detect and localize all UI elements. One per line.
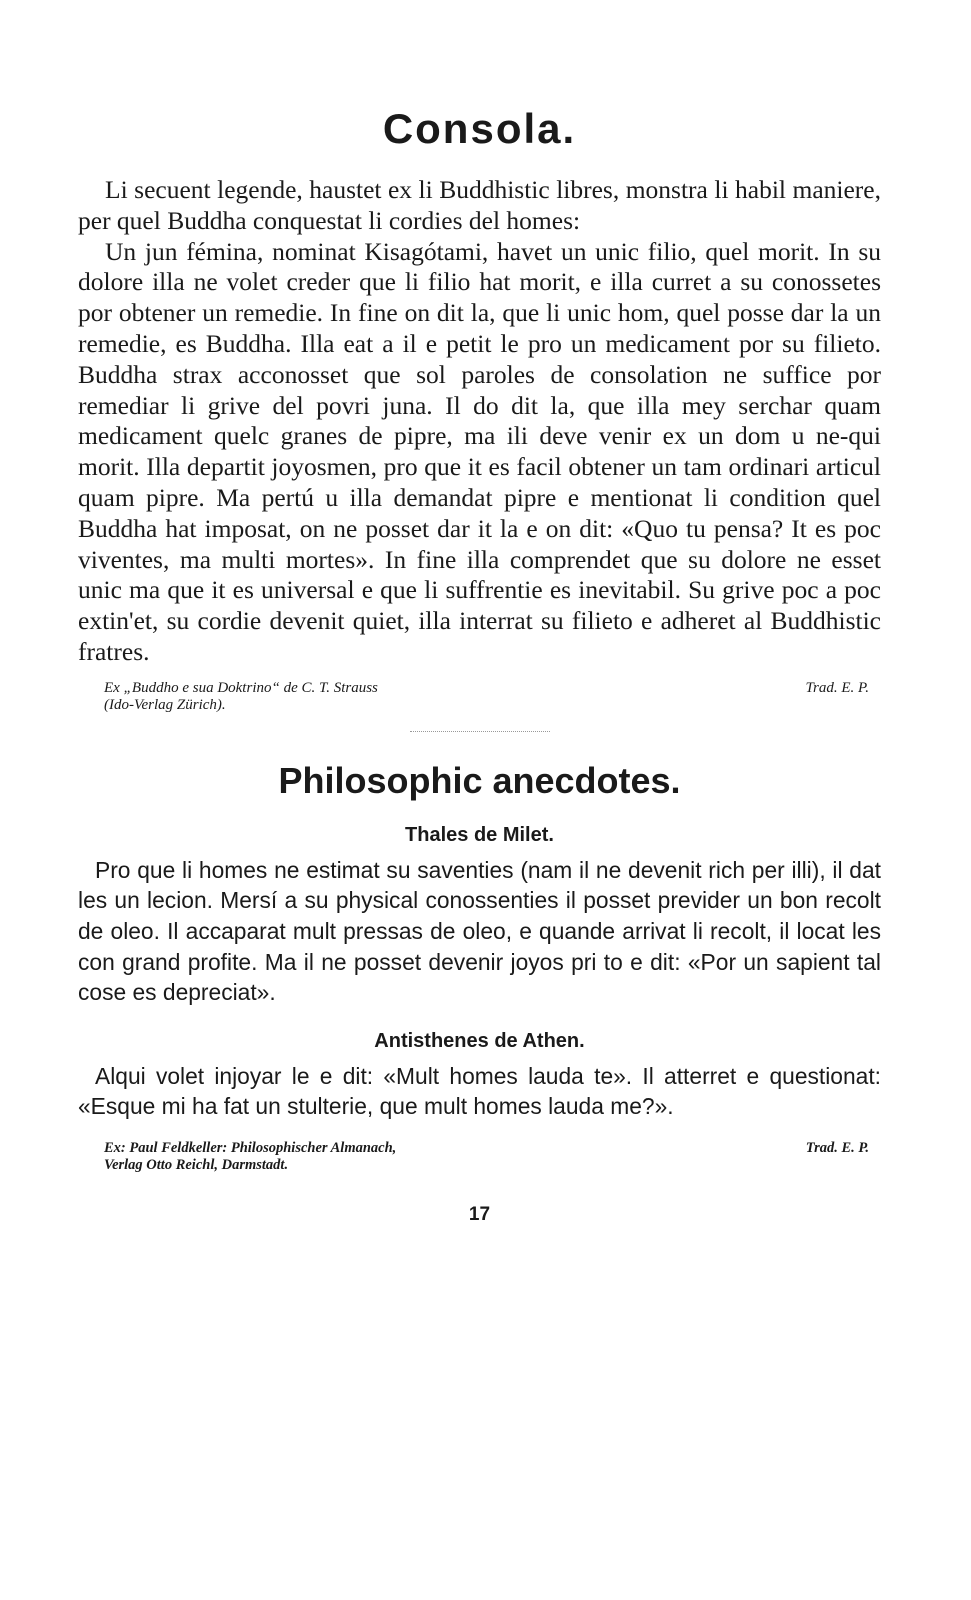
anecdotes-translator: Trad. E. P. xyxy=(805,1139,869,1156)
anecdotes-title: Philosophic anecdotes. xyxy=(278,759,681,801)
consola-source xyxy=(104,680,378,714)
page-number: 17 xyxy=(468,1203,491,1225)
anecdote-antisthenes-title: Antisthenes de Athen. xyxy=(374,1029,585,1052)
anecdotes-source-line-2: Verlag Otto Reichl, Darmstadt. xyxy=(104,1156,289,1173)
anecdotes-credit xyxy=(78,1140,881,1174)
consola-paragraph-1: Li secuent legende, haustet ex li Buddhistic libres, monstra li habil maniere, per quel Buddha conquestat li cordies del homes: xyxy=(78,175,881,235)
anecdote-antisthenes-text: Alqui volet injoyar le e dit: «Mult homes lauda te». Il atterret e questionat: «Esque mi ha fat un stulterie, que mult homes lauda me?». xyxy=(78,1062,881,1120)
section-separator xyxy=(410,731,550,732)
consola-body xyxy=(78,175,881,668)
consola-source-line-2: (Ido-Verlag Zürich). xyxy=(104,696,226,713)
consola-translator: Trad. E. P. xyxy=(805,679,869,696)
anecdote-thales-title: Thales de Milet. xyxy=(405,823,554,846)
consola-source-line-1: Ex „Buddho e sua Doktrino“ de C. T. Strauss xyxy=(104,679,378,696)
anecdote-thales xyxy=(78,824,881,1008)
anecdotes-source-line-1: Ex: Paul Feldkeller: Philosophischer Almanach, xyxy=(104,1139,397,1156)
anecdotes-source xyxy=(104,1140,396,1174)
anecdote-thales-text: Pro que li homes ne estimat su saventies (nam il ne devenit rich per illi), il dat les un lecion. Mersí a su physical conossenties il posset previder un bon recolt de oleo. Il accaparat mult pressas de oleo, e quande arrivat li recolt, il locat les con grand profite. Ma il ne posset devenir joyos pri to e dit: «Por un sapient tal cose es depreciat». xyxy=(78,856,881,1006)
page-content xyxy=(78,105,881,1226)
consola-title: Consola. xyxy=(382,105,577,152)
consola-credit xyxy=(78,680,881,714)
anecdote-antisthenes xyxy=(78,1030,881,1122)
consola-paragraph-2: Un jun fémina, nominat Kisagótami, havet un unic filio, quel morit. In su dolore illa ne volet creder que li filio hat morit, e illa curret a su conossetes por obtener un remedie. In fine on dit la, que li unic hom, quel posse dar la un remedie, es Buddha. Illa eat a il e petit le pro un medicament por su filieto. Buddha strax acconosset que sol paroles de consolation ne suffice por remediar li grive del povri juna. Il do dit la, que illa mey serchar quam medicament quelc granes de pipre, ma ili deve venir ex un dom u ne-qui morit. Illa departit joyosmen, pro que it es facil obtener un tam ordinari articul quam pipre. Ma pertú u illa demandat pipre e mentionat li condition quel Buddha hat imposat, on ne posset dar it la e on dit: «Quo tu pensa? It es poc viventes, ma multi mortes». In fine illa comprendet que su dolore ne esset unic ma que it es universal e que li suffrentie es inevitabil. Su grive poc a poc extin'et, su cordie devenit quiet, illa interrat su filieto e adheret al Buddhistic fratres. xyxy=(78,236,881,666)
